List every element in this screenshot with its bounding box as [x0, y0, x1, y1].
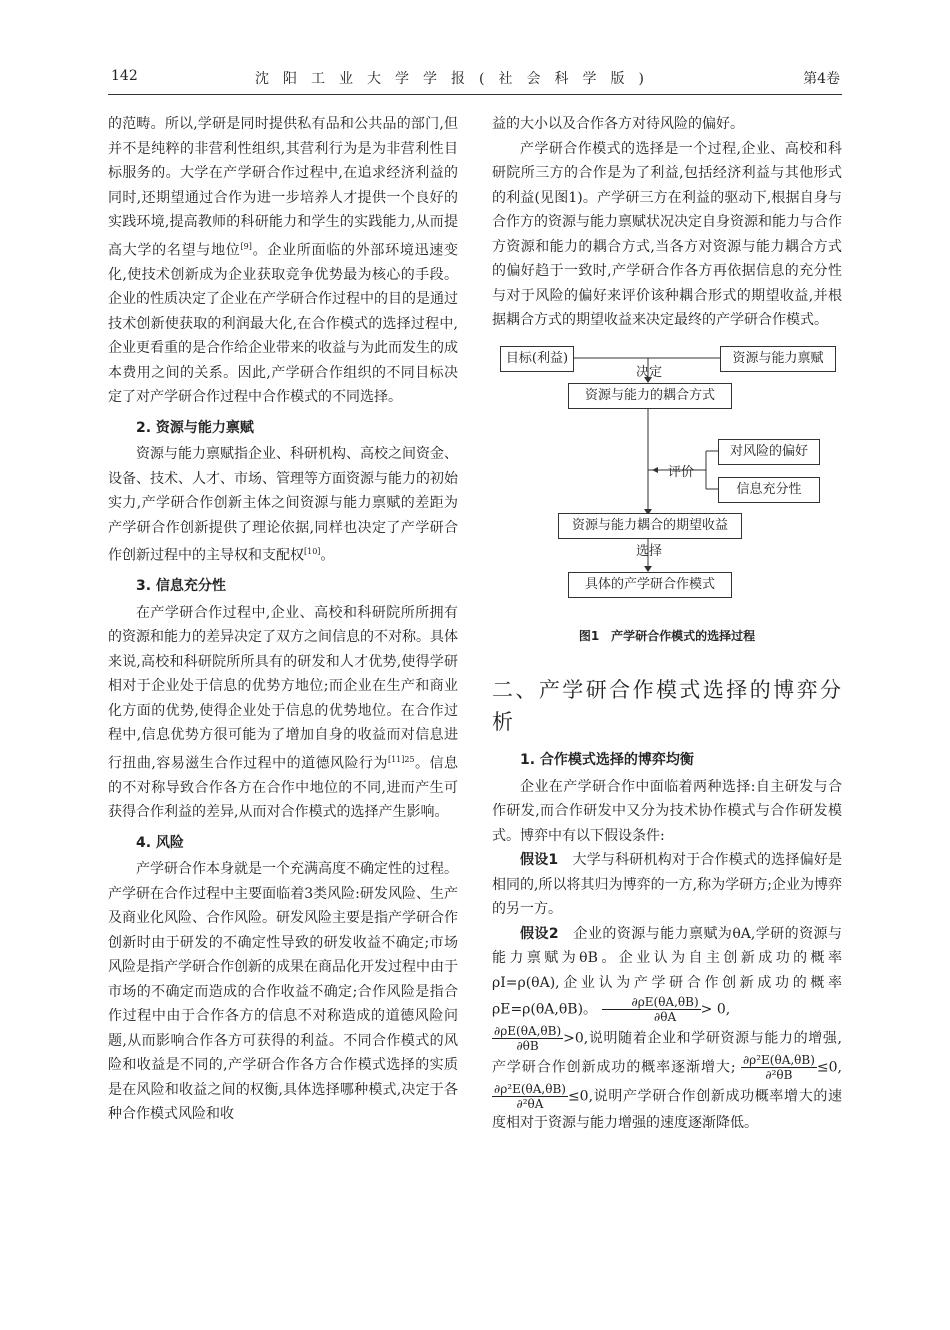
fraction: $\frac{\text{∂ρ²E(θA,θB)}}{\text{∂²θB}}$ — [742, 1053, 815, 1082]
header-rule — [108, 94, 842, 95]
journal-title: 沈阳工业大学学报(社会科学版) — [255, 71, 658, 87]
label-decide: 决定 — [636, 364, 663, 380]
paragraph: 资源与能力禀赋指企业、科研机构、高校之间资金、设备、技术、人才、市场、管理等方面资源与能力的初始实力,产学研合作创新主体之间资源与能力禀赋的差距为产学研合作创新提供了理论依据,同样也决定了产学研合作创新过程中的主导权和支配权[10]。 — [108, 446, 458, 564]
paragraph: 的范畴。所以,学研是同时提供私有品和公共品的部门,但并不是纯粹的非营利性组织,其营利行为是为非营利性目标服务的。大学在产学研合作过程中,在追求经济利益的同时,还期望通过合作为进一步培养人才提供一个良好的实践环境,提高教师的科研能力和学生的实践能力,从而提高大学的名望与地位[9]。企业所面临的外部环境迅速变化,使技术创新成为企业获取竞争优势最为核心的手段。企业的性质决定了企业在产学研合作过程中的目的是通过技术创新使获取的利润最大化,在合作模式的选择过程中,企业更看重的是合作给企业带来的收益与为此而发生的成本费用之间的关系。因此,产学研合作组织的不同目标决定了对产学研合作过程中合作模式的不同选择。 — [108, 116, 459, 406]
paragraph: 产学研合作本身就是一个充满高度不确定性的过程。产学研在合作过程中主要面临着3类风险:研发风险、生产及商业化风险、合作风险。研发风险主要是指产学研合作创新时由于研发的不确定性导致的研发收益不确定;市场风险是指产学研合作创新的成果在商品化开发过程中由于市场的不确定而造成的合作收益不确定;合作风险是指合作过程中由于合作各方的信息不对称造成的道德风险问题,从而影响合作各方可获得的利益。不同合作模式的风险和收益是不同的,产学研合作各方合作模式选择的实质是在风险和收益之间的权衡,具体选择哪种模式,决定于各种合作模式风险和收 — [108, 861, 458, 1123]
assumption-2: 假设2 企业的资源与能力禀赋为θA,学研的资源与能力禀赋为θB。企业认为自主创新成功的概率ρI=ρ(θA),企业认为产学研合作创新成功的概率ρE=ρ(θA,θB)。 $\frac{\partial\rho E(\theta A,\theta B)}{\partial\theta A}$ > 0, — [492, 925, 842, 1024]
volume-label: 第4卷 — [803, 71, 840, 87]
subsection-title: 3. 信息充分性 — [136, 578, 226, 595]
paragraph: 企业在产学研合作中面临着两种选择:自主研发与合作研发,而合作研发中又分为技术协作模式与合作研发模式。博弈中有以下假设条件: — [492, 778, 842, 844]
page-number: 142 — [111, 68, 138, 84]
fraction: $\frac{\partial\rho E(\theta A,\theta B)}{\partial\theta A}$ — [602, 995, 701, 1024]
assumption-1: 假设1 大学与科研机构对于合作模式的选择偏好是相同的,所以将其归为博弈的一方,称为学研方;企业为博弈的另一方。 — [492, 852, 843, 917]
label-evaluate: 评价 — [668, 464, 695, 480]
paragraph: 益的大小以及合作各方对待风险的偏好。 — [492, 116, 744, 132]
box-goal: 目标(利益) — [500, 346, 574, 372]
figure-caption: 图1 产学研合作模式的选择过程 — [578, 628, 756, 643]
paragraph: 在产学研合作过程中,企业、高校和科研院所所拥有的资源和能力的差异决定了双方之间信息的不对称。具体来说,高校和科研院所所具有的研发和人才优势,使得学研相对于企业处于信息的优势方地位;而企业在生产和商业化方面的优势,使得企业处于信息的优势地位。在合作过程中,信息优势方很可能为了增加自身的收益而对信息进行扭曲,容易滋生合作过程中的道德风险行为$^{[11]25}$。信息的不对称导致合作各方在合作中地位的不同,进而产生可获得合作利益的差异,从而对合作模式的选择产生影响。 — [108, 604, 459, 821]
box-info-sufficiency: 信息充分性 — [718, 477, 820, 503]
subsection-title: 2. 资源与能力禀赋 — [136, 419, 254, 436]
box-endowment: 资源与能力禀赋 — [720, 346, 836, 372]
fraction: $\frac{\text{∂ρ²E(θA,θB)}}{\text{∂²θA}}$ — [494, 1082, 566, 1111]
fraction: $\frac{\partial\rho E(\theta A,\theta B)}{\partial\theta B}$ — [494, 1024, 562, 1053]
left-column — [108, 112, 458, 1127]
box-coupling: 资源与能力的耦合方式 — [568, 383, 732, 409]
right-column — [492, 112, 842, 1136]
box-expected-return: 资源与能力耦合的期望收益 — [558, 513, 742, 539]
subsection-title: 4. 风险 — [136, 834, 184, 851]
paragraph: $\frac{\partial\rho E(\theta A,\theta B)}{\partial\theta B}$ >0,说明随着企业和学研资源与能力的增强,产学研合作创新成功的概率逐渐增大; $\frac{\text{∂ρ²E(θA,θB)}}{\text{∂²θB}}$ ≤0, $\frac{\text{∂ρ²E(θA,θB)}}{\text{∂²θA}}$ ≤0,说明产学研合作创新成功概率增大的速度相对于资源与能力增强的速度逐渐降低。 — [492, 1024, 843, 1131]
paragraph: 产学研合作模式的选择是一个过程,企业、高校和科研院所三方的合作是为了利益,包括经济利益与其他形式的利益(见图1)。产学研三方在利益的驱动下,根据自身与合作方的资源与能力禀赋状况决定自身资源和能力与合作方资源和能力的耦合方式,当各方对资源与能力耦合方式的偏好趋于一致时,产学研合作各方再依据信息的充分性与对于风险的偏好来评价该种耦合形式的期望收益,并根据耦合方式的期望收益来决定最终的产学研合作模式。 — [492, 140, 842, 328]
box-cooperation-mode: 具体的产学研合作模式 — [568, 572, 732, 598]
section-title: 二、产学研合作模式选择的博弈分析 — [492, 678, 842, 734]
subsection-title: 1. 合作模式选择的博弈均衡 — [520, 752, 694, 768]
box-risk-preference: 对风险的偏好 — [718, 439, 820, 465]
label-choose: 选择 — [636, 543, 663, 559]
figure-flowchart — [492, 345, 842, 620]
